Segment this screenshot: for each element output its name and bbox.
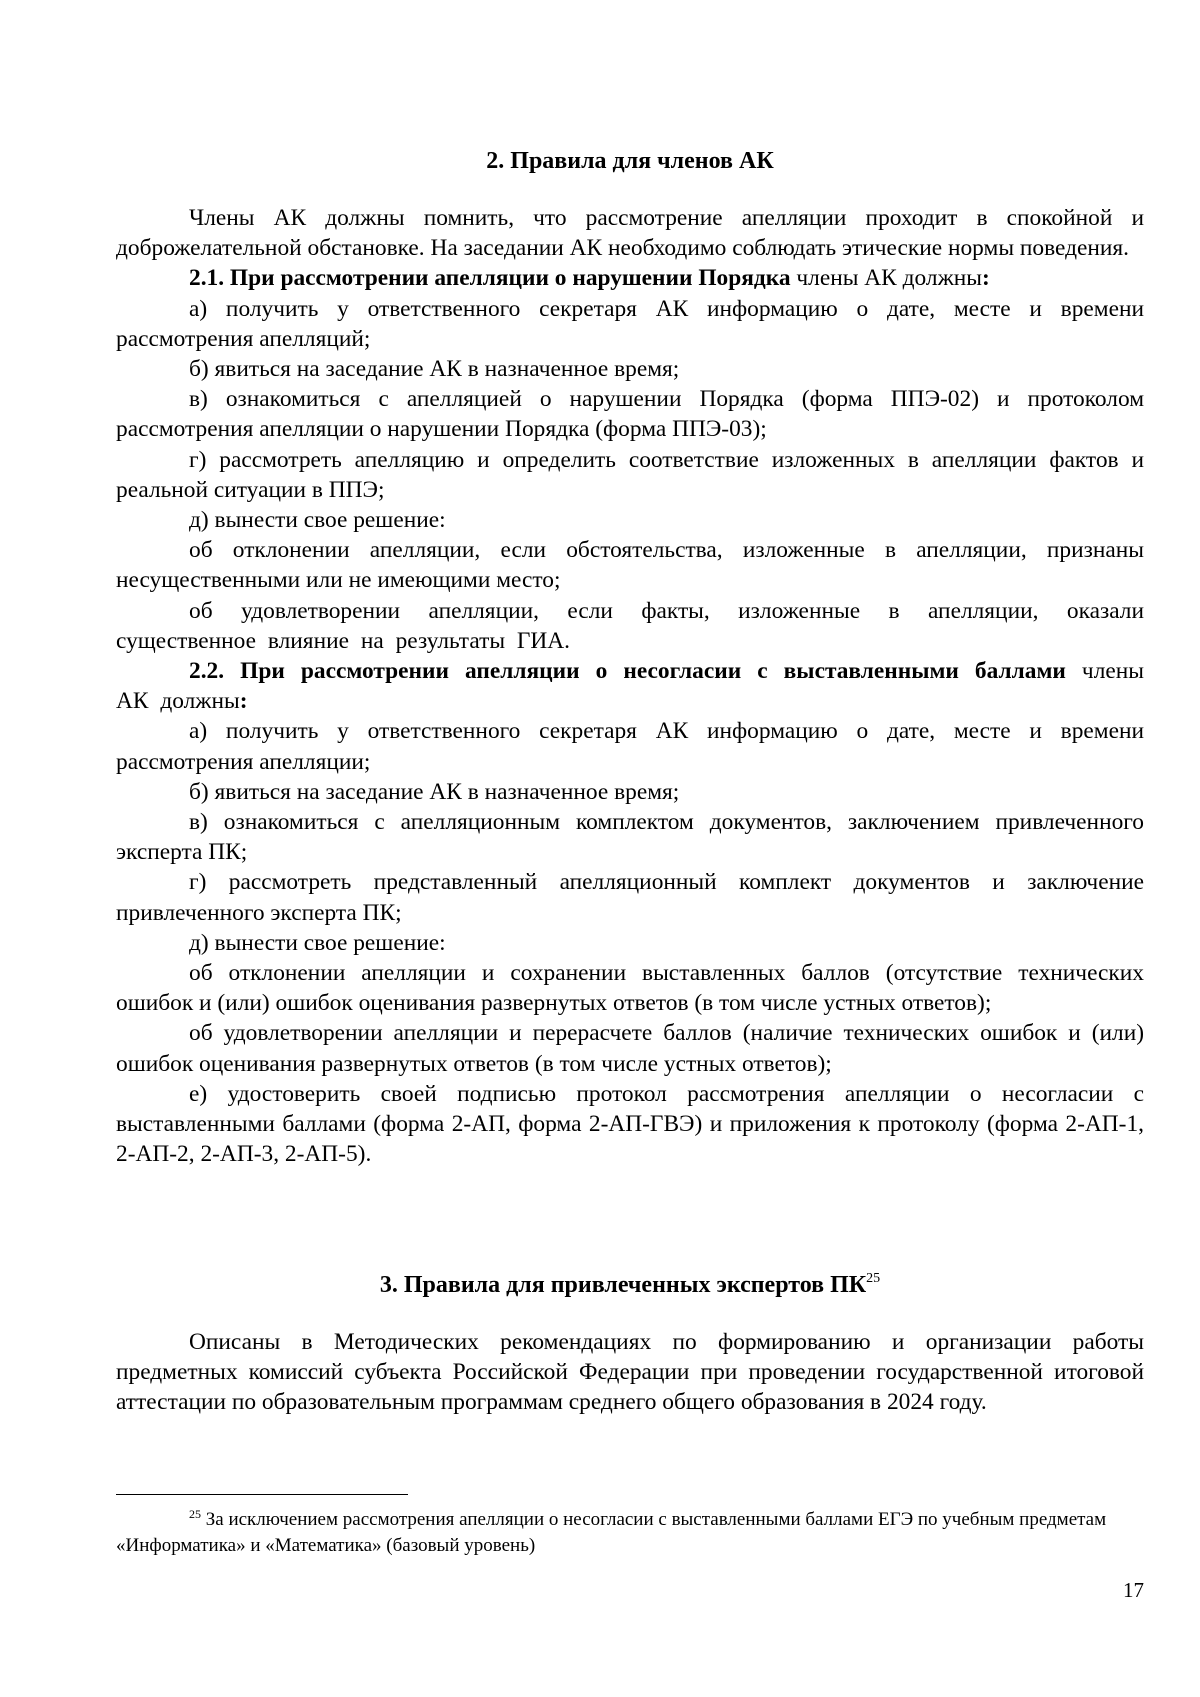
section-3-text: Описаны в Методических рекомендациях по формированию и организации работы предметных комиссий субъекта Российской Федерации при проведении государственной итоговой аттестации по образовательным программам среднего общего образования в 2024 году. — [116, 1329, 1144, 1416]
subsection-2-1-heading: 2.1. При рассмотрении апелляции о нарушении Порядка — [189, 265, 791, 292]
footnote-text: За исключением рассмотрения апелляции о несогласии с выставленными баллами ЕГЭ по учебным предметам «Информатика» и «Математика» (базовый уровень) — [116, 1509, 1107, 1556]
list-item-2-2-b: б) явиться на заседание АК в назначенное время; — [189, 778, 680, 805]
footnote — [116, 1501, 1144, 1559]
footnote-ref-25[interactable]: 25 — [866, 1271, 881, 1286]
list-item-2-1-g: г) рассмотреть апелляцию и определить соответствие изложенных в апелляции фактов и реальной ситуации в ППЭ; — [116, 446, 1144, 503]
page-number: 17 — [1123, 1578, 1144, 1602]
decision-accept-2-2: об удовлетворении апелляции и перерасчете баллов (наличие технических ошибок и (или) ошибок оценивания развернутых ответов (в том числе устных ответов); — [116, 1020, 1144, 1077]
section-2-intro: Члены АК должны помнить, что рассмотрение апелляции проходит в спокойной и доброжелательной обстановке. На заседании АК необходимо соблюдать этические нормы поведения. — [116, 205, 1144, 262]
list-item-2-2-e: е) удостоверить своей подписью протокол рассмотрения апелляции о несогласии с выставленными баллами (форма 2-АП, форма 2-АП-ГВЭ) и приложения к протоколу (форма 2-АП-1, 2-АП-2, 2-АП-3, 2-АП-5). — [116, 1080, 1144, 1168]
list-item-2-2-d: д) вынести свое решение: — [189, 929, 446, 956]
subsection-2-2-colon: : — [239, 688, 248, 715]
decision-reject-2-1: об отклонении апелляции, если обстоятельства, изложенные в апелляции, признаны несущественными или не имеющими место; — [116, 537, 1144, 594]
section-3-title — [116, 1264, 1144, 1300]
subsection-2-2-heading: 2.2. При рассмотрении апелляции о несогласии с выставленными баллами — [189, 658, 1066, 685]
section-3-body — [116, 1327, 1144, 1418]
list-item-2-2-a: а) получить у ответственного секретаря АК информацию о дате, месте и времени рассмотрения апелляции; — [116, 718, 1144, 775]
subsection-2-2-lead-rest: члены АК должны — [116, 658, 1144, 715]
list-item-2-2-v: в) ознакомиться с апелляционным комплектом документов, заключением привлеченного эксперта ПК; — [116, 809, 1144, 866]
section-2-title-text: 2. Правила для членов АК — [486, 148, 774, 174]
decision-accept-2-1: об удовлетворении апелляции, если факты, изложенные в апелляции, оказали существенное влияние на результаты ГИА. — [116, 597, 1144, 654]
subsection-2-1-lead-rest: члены АК должны — [790, 265, 982, 292]
section-2-title — [116, 146, 1144, 176]
subsection-2-1-colon: : — [982, 265, 990, 292]
subsection-2-2-lead — [116, 656, 1144, 716]
list-item-2-2-g: г) рассмотреть представленный апелляционный комплект документов и заключение привлеченного эксперта ПК; — [116, 869, 1144, 926]
list-item-2-1-d: д) вынести свое решение: — [189, 507, 446, 534]
footnote-number: 25 — [189, 1507, 201, 1521]
list-item-2-1-a: а) получить у ответственного секретаря АК информацию о дате, месте и времени рассмотрения апелляций; — [116, 295, 1144, 352]
section-3-title-text: 3. Правила для привлеченных экспертов ПК — [379, 1272, 867, 1298]
decision-reject-2-2: об отклонении апелляции и сохранении выставленных баллов (отсутствие технических ошибок и (или) ошибок оценивания развернутых ответов (в том числе устных ответов); — [116, 960, 1144, 1017]
section-2-body — [116, 203, 1144, 1170]
subsection-2-1-lead — [116, 263, 1144, 293]
footnote-separator — [116, 1494, 408, 1495]
list-item-2-1-v: в) ознакомиться с апелляцией о нарушении Порядка (форма ППЭ-02) и протоколом рассмотрения апелляции о нарушении Порядка (форма ППЭ-03); — [116, 386, 1144, 443]
list-item-2-1-b: б) явиться на заседание АК в назначенное время; — [189, 356, 680, 383]
